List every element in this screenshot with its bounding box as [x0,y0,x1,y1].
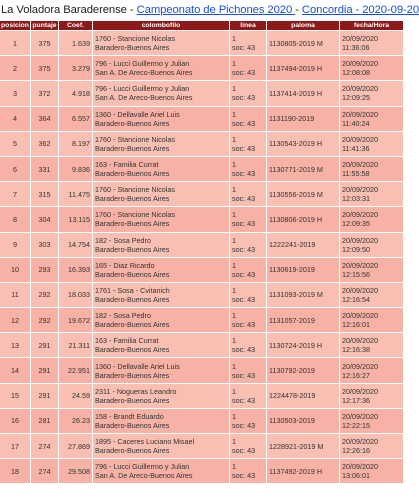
colombofilo-cell [93,233,229,257]
fancier-name: 1760 - Stancione Nicolas [95,210,175,220]
fancier-name: 163 - Familia Currat [95,160,159,170]
linea-number: 1 [232,84,236,94]
position-cell: 4 [0,107,30,131]
position-cell: 7 [0,182,30,206]
arrival-time: 12:15:56 [342,269,370,279]
coef-cell: 26.23 [59,409,92,433]
fancier-name: 2311 - Nogueras Leandro [95,386,177,396]
table-row [0,56,403,80]
fancier-name: 182 - Sosa Pedro [95,311,151,321]
paloma-cell: 1137414-2019 H [267,81,339,105]
table-row [0,132,403,156]
colombofilo-cell [93,384,229,408]
org-name: La Voladora Baraderense [1,4,127,16]
points-cell: 292 [31,308,58,332]
coef-cell: 4.918 [59,81,92,105]
table-row [0,107,403,131]
linea-society: soc: 43 [232,143,256,153]
paloma-cell: 1130619-2019 [267,258,339,282]
linea-cell [230,182,266,206]
col-header-paloma: paloma [267,21,339,30]
arrival-date: 20/09/2020 [342,437,378,447]
fecha-hora-cell [340,459,403,483]
paloma-cell: 1131093-2019 M [267,283,339,307]
fancier-location: San A. De Areco-Buenos Aires [95,68,193,78]
linea-number: 1 [232,260,236,270]
fancier-location: Baradero-Buenos Aires [95,345,170,355]
linea-cell [230,459,266,483]
linea-number: 1 [232,160,236,170]
fecha-hora-cell [340,81,403,105]
paloma-cell: 1130503-2019 [267,409,339,433]
fecha-hora-cell [340,107,403,131]
points-cell: 375 [31,56,58,80]
colombofilo-cell [93,333,229,357]
coef-cell: 8.197 [59,132,92,156]
table-row [0,434,403,458]
coef-cell: 3.279 [59,56,92,80]
results-table [0,20,404,484]
colombofilo-cell [93,434,229,458]
col-header-puntaje: puntaje [32,22,57,29]
fecha-hora-cell [340,182,403,206]
table-row [0,258,403,282]
table-header-row [0,21,403,30]
points-cell: 274 [31,434,58,458]
linea-number: 1 [232,235,236,245]
arrival-time: 12:08:08 [342,68,370,78]
paloma-cell: 1224478-2019 [267,384,339,408]
fancier-name: 796 - Lucci Guillermo y Julian [95,462,190,472]
linea-society: soc: 43 [232,169,256,179]
colombofilo-cell [93,207,229,231]
arrival-time: 12:26:16 [342,446,370,456]
points-cell: 362 [31,132,58,156]
points-cell: 364 [31,107,58,131]
linea-cell [230,333,266,357]
table-row [0,384,403,408]
coef-cell: 24.59 [59,384,92,408]
linea-society: soc: 43 [232,420,256,430]
linea-cell [230,132,266,156]
arrival-time: 13:06:01 [342,471,370,481]
points-cell: 291 [31,333,58,357]
position-cell: 13 [0,333,30,357]
points-cell: 304 [31,207,58,231]
linea-cell [230,258,266,282]
arrival-date: 20/09/2020 [342,160,378,170]
fecha-hora-cell [340,434,403,458]
table-row [0,308,403,332]
points-cell: 292 [31,283,58,307]
coef-cell: 1.639 [59,31,92,55]
arrival-date: 20/09/2020 [342,411,378,421]
position-cell: 9 [0,233,30,257]
linea-society: soc: 43 [232,68,256,78]
linea-cell [230,283,266,307]
arrival-date: 20/09/2020 [342,361,378,371]
fancier-name: 1760 - Stancione Nicolas [95,134,175,144]
fancier-location: Baradero-Buenos Aires [95,395,170,405]
fancier-name: 1360 - Dellavalle Ariel Luis [95,109,180,119]
arrival-time: 12:09:35 [342,219,370,229]
table-row [0,81,403,105]
table-row [0,31,403,55]
col-header-coef: Coef. [59,21,92,30]
linea-cell [230,434,266,458]
fancier-location: Baradero-Buenos Aires [95,269,170,279]
arrival-date: 20/09/2020 [342,185,378,195]
coef-cell: 21.311 [59,333,92,357]
linea-society: soc: 43 [232,244,256,254]
colombofilo-cell [93,56,229,80]
position-cell: 15 [0,384,30,408]
arrival-time: 11:36:06 [342,43,370,53]
linea-number: 1 [232,336,236,346]
arrival-time: 12:16:01 [342,320,370,330]
fecha-hora-cell [340,258,403,282]
points-cell: 331 [31,157,58,181]
colombofilo-cell [93,132,229,156]
linea-cell [230,358,266,382]
table-row [0,459,403,483]
linea-number: 1 [232,109,236,119]
linea-cell [230,31,266,55]
paloma-cell: 1130806-2019 H [267,207,339,231]
fancier-name: 1360 - Dellavalle Ariel Luis [95,361,180,371]
arrival-date: 20/09/2020 [342,59,378,69]
points-cell: 291 [31,358,58,382]
linea-number: 1 [232,361,236,371]
points-cell: 291 [31,384,58,408]
points-cell: 293 [31,258,58,282]
linea-number: 1 [232,386,236,396]
fancier-name: 163 - Familia Currat [95,336,159,346]
position-cell: 3 [0,81,30,105]
fancier-location: Baradero-Buenos Aires [95,118,170,128]
linea-society: soc: 43 [232,446,256,456]
linea-number: 1 [232,311,236,321]
coef-cell: 22.951 [59,358,92,382]
position-cell: 6 [0,157,30,181]
linea-society: soc: 43 [232,118,256,128]
linea-number: 1 [232,411,236,421]
linea-cell [230,107,266,131]
points-cell: 303 [31,233,58,257]
linea-society: soc: 43 [232,219,256,229]
paloma-cell: 1137494-2019 H [267,56,339,80]
paloma-cell: 1130771-2019 M [267,157,339,181]
position-cell: 17 [0,434,30,458]
position-cell: 16 [0,409,30,433]
position-cell: 12 [0,308,30,332]
col-header-colombofilo: colombofilo [93,21,229,30]
fancier-name: 158 - Brandt Eduardo [95,411,164,421]
arrival-date: 20/09/2020 [342,210,378,220]
points-cell: 281 [31,409,58,433]
arrival-time: 12:09:50 [342,244,370,254]
arrival-date: 20/09/2020 [342,109,378,119]
fecha-hora-cell [340,207,403,231]
table-row [0,409,403,433]
paloma-cell: 1137492-2019 H [267,459,339,483]
col-header-posicion: posicion [1,22,29,29]
paloma-cell: 1130556-2019 M [267,182,339,206]
fecha-hora-cell [340,333,403,357]
colombofilo-cell [93,107,229,131]
fancier-location: Baradero-Buenos Aires [95,43,170,53]
arrival-time: 12:22:15 [342,420,370,430]
paloma-cell: 1131057-2019 [267,308,339,332]
fecha-hora-cell [340,283,403,307]
coef-cell: 19.672 [59,308,92,332]
colombofilo-cell [93,258,229,282]
linea-number: 1 [232,285,236,295]
linea-number: 1 [232,185,236,195]
arrival-date: 20/09/2020 [342,34,378,44]
arrival-time: 12:17:36 [342,395,370,405]
fancier-name: 165 - Diaz Ricardo [95,260,155,270]
points-cell: 315 [31,182,58,206]
fancier-name: 796 - Lucci Guillermo y Julian [95,59,190,69]
col-header-linea: linea [230,21,266,30]
coef-cell: 29.508 [59,459,92,483]
fancier-location: Baradero-Buenos Aires [95,219,170,229]
fancier-name: 1895 - Caceres Luciano Misael [95,437,195,447]
arrival-time: 12:16:27 [342,370,370,380]
position-cell: 10 [0,258,30,282]
arrival-time: 12:16:54 [342,294,370,304]
race-link[interactable]: Concordia - 2020-09-20 [301,4,419,16]
table-row [0,157,403,181]
linea-number: 1 [232,134,236,144]
linea-number: 1 [232,437,236,447]
arrival-date: 20/09/2020 [342,84,378,94]
linea-number: 1 [232,210,236,220]
colombofilo-cell [93,283,229,307]
linea-number: 1 [232,59,236,69]
linea-cell [230,81,266,105]
arrival-time: 12:09:25 [342,93,370,103]
fancier-location: Baradero-Buenos Aires [95,143,170,153]
fecha-hora-cell [340,308,403,332]
colombofilo-cell [93,459,229,483]
fancier-location: Baradero-Buenos Aires [95,370,170,380]
linea-society: soc: 43 [232,294,256,304]
fecha-hora-cell [340,157,403,181]
points-cell: 375 [31,31,58,55]
arrival-date: 20/09/2020 [342,260,378,270]
paloma-cell: 1130724-2019 H [267,333,339,357]
linea-number: 1 [232,462,236,472]
position-cell: 14 [0,358,30,382]
colombofilo-cell [93,409,229,433]
linea-cell [230,157,266,181]
fancier-location: Baradero-Buenos Aires [95,446,170,456]
colombofilo-cell [93,81,229,105]
linea-cell [230,233,266,257]
arrival-time: 11:55:58 [342,169,370,179]
colombofilo-cell [93,31,229,55]
table-row [0,333,403,357]
fancier-location: Baradero-Buenos Aires [95,320,170,330]
fancier-name: 1760 - Stancione Nicolas [95,34,175,44]
fecha-hora-cell [340,384,403,408]
arrival-date: 20/09/2020 [342,311,378,321]
competition-link[interactable]: Campeonato de Pichones 2020 [136,4,296,16]
coef-cell: 14.754 [59,233,92,257]
linea-number: 1 [232,34,236,44]
paloma-cell: 1222241-2019 [267,233,339,257]
fancier-location: Baradero-Buenos Aires [95,420,170,430]
position-cell: 5 [0,132,30,156]
arrival-time: 12:16:38 [342,345,370,355]
paloma-cell: 1228921-2019 M [267,434,339,458]
points-cell: 274 [31,459,58,483]
arrival-date: 20/09/2020 [342,462,378,472]
arrival-date: 20/09/2020 [342,285,378,295]
linea-cell [230,207,266,231]
arrival-time: 12:03:31 [342,194,370,204]
paloma-cell: 1130792-2019 [267,358,339,382]
table-row [0,233,403,257]
coef-cell: 11.475 [59,182,92,206]
arrival-date: 20/09/2020 [342,134,378,144]
coef-cell: 6.557 [59,107,92,131]
linea-cell [230,56,266,80]
fecha-hora-cell [340,233,403,257]
fecha-hora-cell [340,132,403,156]
linea-society: soc: 43 [232,194,256,204]
coef-cell: 13.115 [59,207,92,231]
fecha-hora-cell [340,56,403,80]
fancier-name: 182 - Sosa Pedro [95,235,151,245]
fancier-location: San A. De Areco-Buenos Aires [95,471,193,481]
arrival-date: 20/09/2020 [342,235,378,245]
linea-society: soc: 43 [232,471,256,481]
fancier-location: Baradero-Buenos Aires [95,169,170,179]
arrival-date: 20/09/2020 [342,336,378,346]
page-title [0,0,419,20]
linea-society: soc: 43 [232,395,256,405]
position-cell: 2 [0,56,30,80]
coef-cell: 16.393 [59,258,92,282]
arrival-time: 11:40:24 [342,118,370,128]
table-row [0,207,403,231]
linea-society: soc: 43 [232,320,256,330]
fancier-name: 1760 - Stancione Nicolas [95,185,175,195]
col-header-fecha-hora: fecha/Hora [340,21,403,30]
table-row [0,358,403,382]
points-cell: 372 [31,81,58,105]
colombofilo-cell [93,308,229,332]
coef-cell: 27.869 [59,434,92,458]
fancier-location: Baradero-Buenos Aires [95,194,170,204]
colombofilo-cell [93,157,229,181]
fecha-hora-cell [340,409,403,433]
paloma-cell: 1130543-2019 H [267,132,339,156]
fancier-name: 1761 - Sosa - Cvitanich [95,285,170,295]
fancier-location: San A. De Areco-Buenos Aires [95,93,193,103]
table-row [0,182,403,206]
linea-society: soc: 43 [232,370,256,380]
fecha-hora-cell [340,358,403,382]
position-cell: 18 [0,459,30,483]
position-cell: 1 [0,31,30,55]
colombofilo-cell [93,358,229,382]
fancier-location: Baradero-Buenos Aires [95,244,170,254]
coef-cell: 9.836 [59,157,92,181]
linea-society: soc: 43 [232,93,256,103]
position-cell: 11 [0,283,30,307]
title-separator: - [295,4,302,16]
coef-cell: 18.033 [59,283,92,307]
linea-society: soc: 43 [232,345,256,355]
table-row [0,283,403,307]
paloma-cell: 1130805-2019 M [267,31,339,55]
arrival-date: 20/09/2020 [342,386,378,396]
linea-society: soc: 43 [232,43,256,53]
linea-cell [230,384,266,408]
title-separator: - [126,4,137,16]
fecha-hora-cell [340,31,403,55]
linea-cell [230,308,266,332]
colombofilo-cell [93,182,229,206]
position-cell: 8 [0,207,30,231]
fancier-location: Baradero-Buenos Aires [95,294,170,304]
linea-cell [230,409,266,433]
fancier-name: 796 - Lucci Guillermo y Julian [95,84,190,94]
paloma-cell: 1131190-2019 [267,107,339,131]
linea-society: soc: 43 [232,269,256,279]
arrival-time: 11:41:36 [342,143,370,153]
